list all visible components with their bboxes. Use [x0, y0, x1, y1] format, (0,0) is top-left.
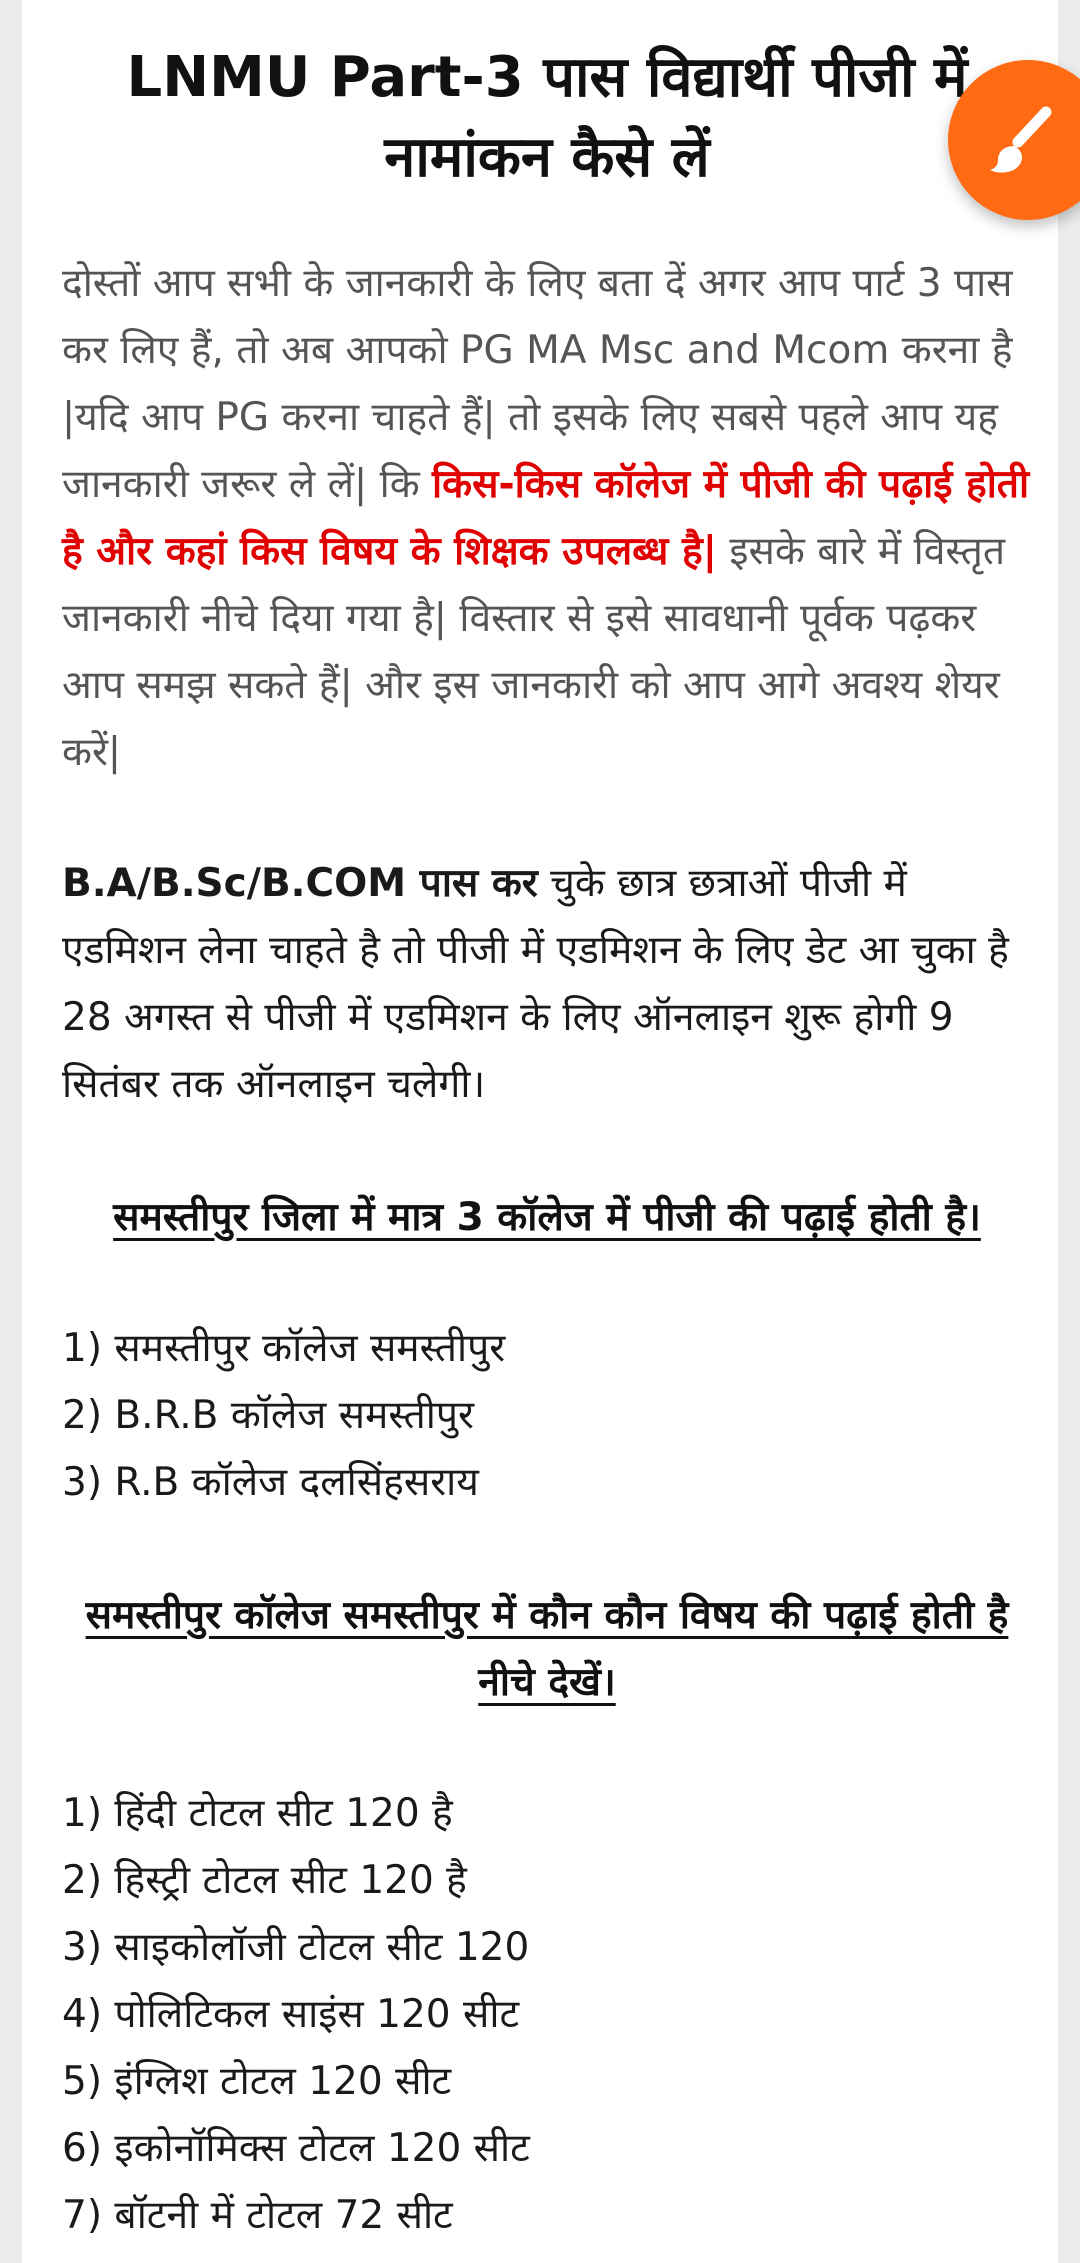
list-item: 6) इकोनॉमिक्स टोटल 120 सीट — [62, 2126, 530, 2171]
admission-paragraph — [62, 850, 1032, 1118]
admission-bold-text: B.A/B.Sc/B.COM पास कर — [62, 861, 538, 906]
list-item: 3) साइकोलॉजी टोटल सीट 120 — [62, 1925, 530, 1970]
intro-text-start: दोस्तों आप सभी के जानकारी के लिए बता दें अगर आप पार्ट 3 पास कर लिए हैं, तो अब आपको PG MA Msc and Mcom करना है |यदि आप PG करना चाहते हैं| तो इसके लिए सबसे पहले आप यह जानकारी जरूर ले लें| कि — [62, 261, 1013, 507]
colleges-heading: समस्तीपुर जिला में मात्र 3 कॉलेज में पीजी की पढ़ाई होती है। — [113, 1195, 981, 1240]
colleges-list — [62, 1315, 1032, 1516]
list-item: 3) R.B कॉलेज दलसिंहसराय — [62, 1460, 479, 1505]
admission-text: चुके छात्र छत्राओं पीजी में एडमिशन लेना चाहते है तो पीजी में एडमिशन के लिए डेट आ चुका है 28 अगस्त से पीजी में एडमिशन के लिए ऑनलाइन शुरू होगी 9 सितंबर तक ऑनलाइन चलेगी। — [62, 861, 1009, 1107]
subjects-list — [62, 1780, 1032, 2249]
paint-brush-icon — [984, 102, 1064, 182]
page-title: LNMU Part-3 पास विद्यार्थी पीजी में नामांकन कैसे लें — [126, 45, 968, 190]
list-item: 4) पोलिटिकल साइंस 120 सीट — [62, 1992, 520, 2037]
list-item: 1) हिंदी टोटल सीट 120 है — [62, 1791, 453, 1836]
intro-paragraph — [62, 250, 1032, 786]
intro-highlight: किस-किस कॉलेज में पीजी की पढ़ाई होती है और कहां किस विषय के शिक्षक उपलब्ध है| — [62, 462, 1030, 574]
list-item: 2) B.R.B कॉलेज समस्तीपुर — [62, 1393, 474, 1438]
intro-text-end: इसके बारे में विस्तृत जानकारी नीचे दिया गया है| विस्तार से इसे सावधानी पूर्वक पढ़कर आप समझ सकते हैं| और इस जानकारी को आप आगे अवश्य शेयर करें| — [62, 529, 1006, 775]
subjects-heading: समस्तीपुर कॉलेज समस्तीपुर में कौन कौन विषय की पढ़ाई होती है नीचे देखें। — [85, 1593, 1009, 1705]
article-content — [62, 0, 1032, 2249]
article-page — [22, 0, 1058, 2263]
list-item: 2) हिस्ट्री टोटल सीट 120 है — [62, 1858, 467, 1903]
list-item: 1) समस्तीपुर कॉलेज समस्तीपुर — [62, 1326, 506, 1371]
list-item: 5) इंग्लिश टोटल 120 सीट — [62, 2059, 452, 2104]
list-item: 7) बॉटनी में टोटल 72 सीट — [62, 2193, 453, 2238]
